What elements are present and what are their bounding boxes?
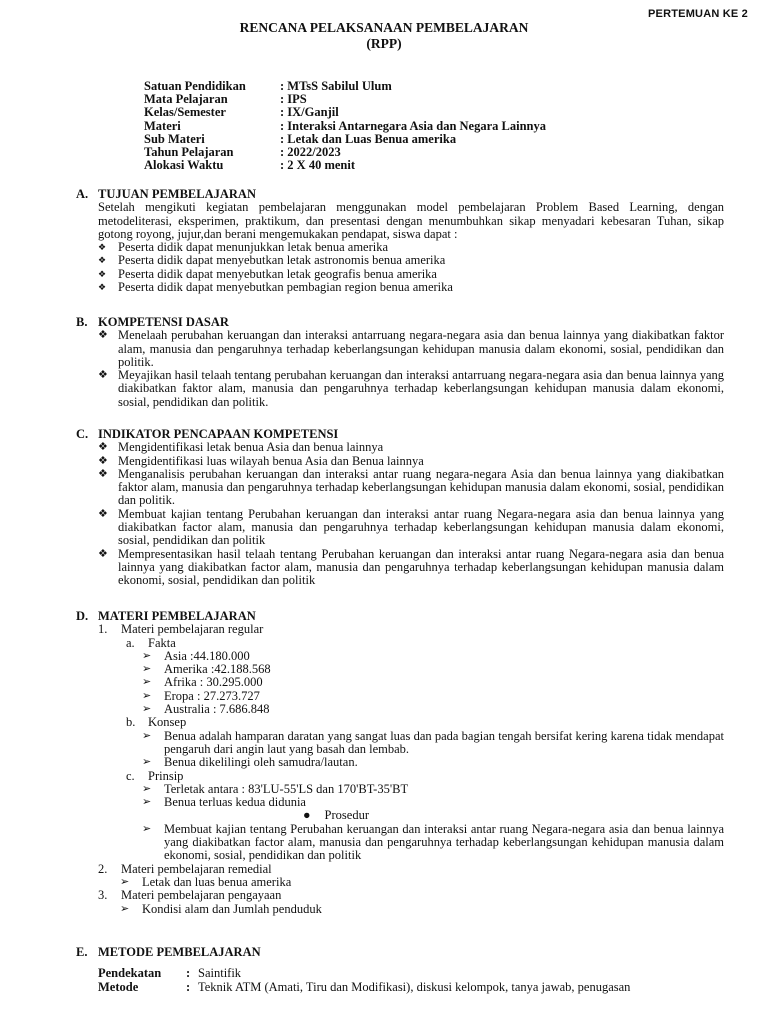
- list-item: [98, 508, 724, 548]
- list-item-text: Meyajikan hasil telaah tentang perubahan keruangan dan interaksi antarruang negara-negara asia dan benua lainnya yang diakibatkan faktor alam, manusia dan pengaruhnya terhadap keberlangsungan kehidupan manusia dalam ekonomi, sosial, pendidikan dan politik.: [118, 368, 724, 409]
- list-item: [120, 876, 724, 889]
- method-row: [98, 967, 724, 980]
- section-title: INDIKATOR PENCAPAAN KOMPETENSI: [98, 427, 339, 441]
- item-letter: c.: [126, 768, 135, 783]
- identity-row: [144, 159, 546, 172]
- list-item: [142, 676, 724, 689]
- item-text: Prinsip: [148, 768, 184, 783]
- numbered-item: [98, 863, 724, 876]
- numbered-item: [98, 623, 724, 636]
- item-text: Fakta: [148, 635, 176, 650]
- diamond-bullet-icon: ❖: [98, 467, 108, 480]
- numbered-item: [98, 889, 724, 902]
- list-item-text: Membuat kajian tentang Perubahan keruangan dan interaksi antar ruang Negara-negara asia dan benua lainnya yang diakibatkan factor alam, manusia dan pengaruhnya terhadap keberlangsungan kehidupan manusia dalam ekonomi, sosial, pendidikan dan politik: [164, 821, 724, 863]
- list-item-text: Benua dikelilingi oleh samudra/lautan.: [164, 755, 358, 770]
- section-title: KOMPETENSI DASAR: [98, 315, 229, 329]
- list-item-text: Peserta didik dapat menunjukkan letak benua amerika: [118, 240, 389, 255]
- section-intro-text: Setelah mengikuti kegiatan pembelajaran menggunakan model pembelajaran Problem Based Learning, dengan metodeliterasi, eksperimen, praktikum, dan presentasi dengan menumbuhkan sikap menyadari kebesaran Tuhan, sikap gotong royong, jujur,dan berani mengemukakan pendapat, siswa dapat :: [98, 200, 724, 241]
- identity-key: Tahun Pelajaran: [144, 145, 234, 160]
- arrow-bullet-icon: ➢: [142, 796, 152, 809]
- list-item: [98, 369, 724, 409]
- list-item: [98, 281, 724, 294]
- colon-separator: :: [186, 979, 191, 994]
- list-item: [142, 690, 724, 703]
- list-item: [98, 241, 724, 254]
- list-item: [142, 783, 724, 796]
- item-text: Materi pembelajaran pengayaan: [121, 888, 282, 903]
- diamond-bullet-icon: ❖: [98, 242, 107, 253]
- section-indikator-pencapaian: [76, 428, 724, 588]
- list-item: [98, 455, 724, 468]
- arrow-bullet-icon: ➢: [142, 703, 152, 716]
- list-item-text: Mengidentifikasi luas wilayah benua Asia dan Benua lainnya: [118, 453, 424, 468]
- identity-value: : Interaksi Antarnegara Asia dan Negara Lainnya: [280, 118, 546, 133]
- list-item-text: Benua adalah hamparan daratan yang sangat luas dan pada bagian tengah bersifat kering karena tidak mendapat pengaruh dari angin laut yang basah dan lembab.: [164, 728, 724, 756]
- lettered-item: [126, 637, 724, 650]
- section-title: TUJUAN PEMBELAJARAN: [98, 187, 256, 201]
- arrow-bullet-icon: ➢: [142, 729, 152, 742]
- arrow-bullet-icon: ➢: [142, 756, 152, 769]
- item-text: Materi pembelajaran regular: [121, 622, 264, 637]
- list-item-text: Menganalisis perubahan keruangan dan interaksi antar ruang negara-negara Asia dan benua lainnya yang diakibatkan faktor alam, manusia dan pengaruhnya terhadap keberlangsungan kehidupan manusia dalam ekonomi, sosial, pendidikan dan politik.: [118, 466, 724, 508]
- section-materi-pembelajaran: [76, 610, 724, 916]
- colon-separator: :: [186, 966, 191, 981]
- list-item: [142, 650, 724, 663]
- list-item: [142, 663, 724, 676]
- list-item: [236, 809, 436, 822]
- arrow-bullet-icon: ➢: [142, 649, 152, 662]
- arrow-bullet-icon: ➢: [142, 689, 152, 702]
- section-heading: [76, 428, 724, 441]
- method-key: Metode: [98, 979, 139, 994]
- list-item-text: Benua terluas kedua didunia: [164, 795, 306, 810]
- section-kompetensi-dasar: [76, 316, 724, 409]
- list-item: [98, 254, 724, 267]
- dot-bullet-icon: ●: [302, 808, 311, 823]
- arrow-bullet-icon: ➢: [142, 782, 152, 795]
- list-item-text: Membuat kajian tentang Perubahan keruangan dan interaksi antar ruang Negara-negara asia dan benua lainnya yang diakibatkan factor alam, manusia dan pengaruhnya terhadap keberlangsungan kehidupan manusia dalam ekonomi, sosial, pendidikan dan politik: [118, 506, 724, 548]
- identity-key: Kelas/Semester: [144, 105, 226, 120]
- list-item: [120, 903, 724, 916]
- identity-value: : 2022/2023: [280, 145, 341, 160]
- item-text: Konsep: [148, 715, 187, 730]
- list-item: [98, 441, 724, 454]
- arrow-bullet-icon: ➢: [142, 822, 152, 835]
- diamond-bullet-icon: ❖: [98, 268, 107, 279]
- section-heading: [76, 946, 724, 959]
- item-number: 3.: [98, 888, 108, 903]
- section-metode-pembelajaran: [76, 946, 724, 994]
- document-subtitle: (RPP): [366, 36, 402, 51]
- list-item-text: Asia :44.180.000: [164, 648, 250, 663]
- section-letter: C.: [76, 427, 89, 441]
- section-title: MATERI PEMBELAJARAN: [98, 609, 256, 623]
- list-item-text: Afrika : 30.295.000: [164, 675, 263, 690]
- section-heading: [76, 188, 724, 201]
- diamond-bullet-icon: ❖: [98, 507, 108, 520]
- method-key: Pendekatan: [98, 966, 162, 981]
- item-text: Materi pembelajaran remedial: [121, 861, 272, 876]
- diamond-bullet-icon: ❖: [98, 329, 108, 342]
- identity-key: Satuan Pendidikan: [144, 79, 246, 93]
- identity-table: [144, 80, 546, 172]
- list-item-text: Terletak antara : 83'LU-55'LS dan 170'BT-35'BT: [164, 781, 409, 796]
- list-item-text: Peserta didik dapat menyebutkan letak geografis benua amerika: [118, 266, 437, 281]
- list-item: [142, 823, 724, 863]
- list-item-text: Amerika :42.188.568: [164, 662, 271, 677]
- section-letter: D.: [76, 609, 89, 623]
- identity-value: : IPS: [280, 92, 307, 107]
- list-item-text: Prosedur: [324, 808, 369, 823]
- diamond-bullet-icon: ❖: [98, 255, 107, 266]
- meeting-number-label: PERTEMUAN KE 2: [648, 8, 748, 20]
- list-item-text: Kondisi alam dan Jumlah penduduk: [142, 901, 322, 916]
- method-row: [98, 981, 724, 994]
- arrow-bullet-icon: ➢: [142, 676, 152, 689]
- diamond-bullet-icon: ❖: [98, 547, 108, 560]
- arrow-bullet-icon: ➢: [120, 902, 130, 915]
- arrow-bullet-icon: ➢: [120, 875, 130, 888]
- identity-key: Alokasi Waktu: [144, 158, 224, 173]
- section-letter: E.: [76, 945, 88, 959]
- list-item: [98, 548, 724, 588]
- list-item-text: Menelaah perubahan keruangan dan interaksi antarruang negara-negara asia dan benua lainnya yang diakibatkan faktor alam, manusia dan pengaruhnya terhadap keberlangsungan kehidupan manusia dalam ekonomi, sosial, pendidikan dan politik.: [118, 328, 724, 369]
- item-number: 1.: [98, 622, 108, 637]
- diamond-bullet-icon: ❖: [98, 369, 108, 382]
- identity-value: : 2 X 40 menit: [280, 158, 355, 173]
- diamond-bullet-icon: ❖: [98, 282, 107, 293]
- list-item: [98, 329, 724, 369]
- section-heading: [76, 316, 724, 329]
- list-item-text: Peserta didik dapat menyebutkan pembagian region benua amerika: [118, 280, 453, 295]
- list-item: [98, 268, 724, 281]
- identity-row: [144, 120, 546, 133]
- identity-value: : IX/Ganjil: [280, 105, 339, 120]
- item-number: 2.: [98, 861, 108, 876]
- list-item-text: Mempresentasikan hasil telaah tentang Perubahan keruangan dan interaksi antar ruang Negara-negara asia dan benua lainnya yang diakibatkan factor alam, manusia dan pengaruhnya terhadap keberlangsungan kehidupan manusia dalam ekonomi, sosial, pendidikan dan politik: [118, 546, 724, 588]
- section-heading: [76, 610, 724, 623]
- identity-row: [144, 106, 546, 119]
- lettered-item: [126, 770, 724, 783]
- list-item: [142, 730, 724, 757]
- item-letter: b.: [126, 715, 136, 730]
- list-item: [142, 703, 724, 716]
- list-item-text: Letak dan luas benua amerika: [142, 874, 292, 889]
- list-item: [142, 756, 724, 769]
- list-item-text: Mengidentifikasi letak benua Asia dan benua lainnya: [118, 440, 384, 455]
- document-title: RENCANA PELAKSANAAN PEMBELAJARAN: [239, 20, 529, 35]
- arrow-bullet-icon: ➢: [142, 663, 152, 676]
- list-item-text: Eropa : 27.273.727: [164, 688, 260, 703]
- identity-key: Mata Pelajaran: [144, 92, 228, 107]
- identity-key: Materi: [144, 118, 181, 133]
- list-item: [142, 796, 724, 809]
- section-letter: B.: [76, 315, 88, 329]
- list-item-text: Australia : 7.686.848: [164, 702, 270, 717]
- list-item-text: Peserta didik dapat menyebutkan letak astronomis benua amerika: [118, 253, 446, 268]
- item-letter: a.: [126, 635, 135, 650]
- lettered-item: [126, 716, 724, 729]
- identity-value: : MTsS Sabilul Ulum: [280, 79, 392, 93]
- diamond-bullet-icon: ❖: [98, 454, 108, 467]
- identity-value: : Letak dan Luas Benua amerika: [280, 131, 457, 146]
- method-value: Saintifik: [198, 966, 242, 981]
- section-title: METODE PEMBELAJARAN: [98, 945, 261, 959]
- diamond-bullet-icon: ❖: [98, 441, 108, 454]
- section-letter: A.: [76, 187, 89, 201]
- identity-key: Sub Materi: [144, 131, 205, 146]
- method-value: Teknik ATM (Amati, Tiru dan Modifikasi), diskusi kelompok, tanya jawab, penugasan: [198, 979, 631, 994]
- list-item: [98, 468, 724, 508]
- section-tujuan-pembelajaran: [76, 188, 724, 294]
